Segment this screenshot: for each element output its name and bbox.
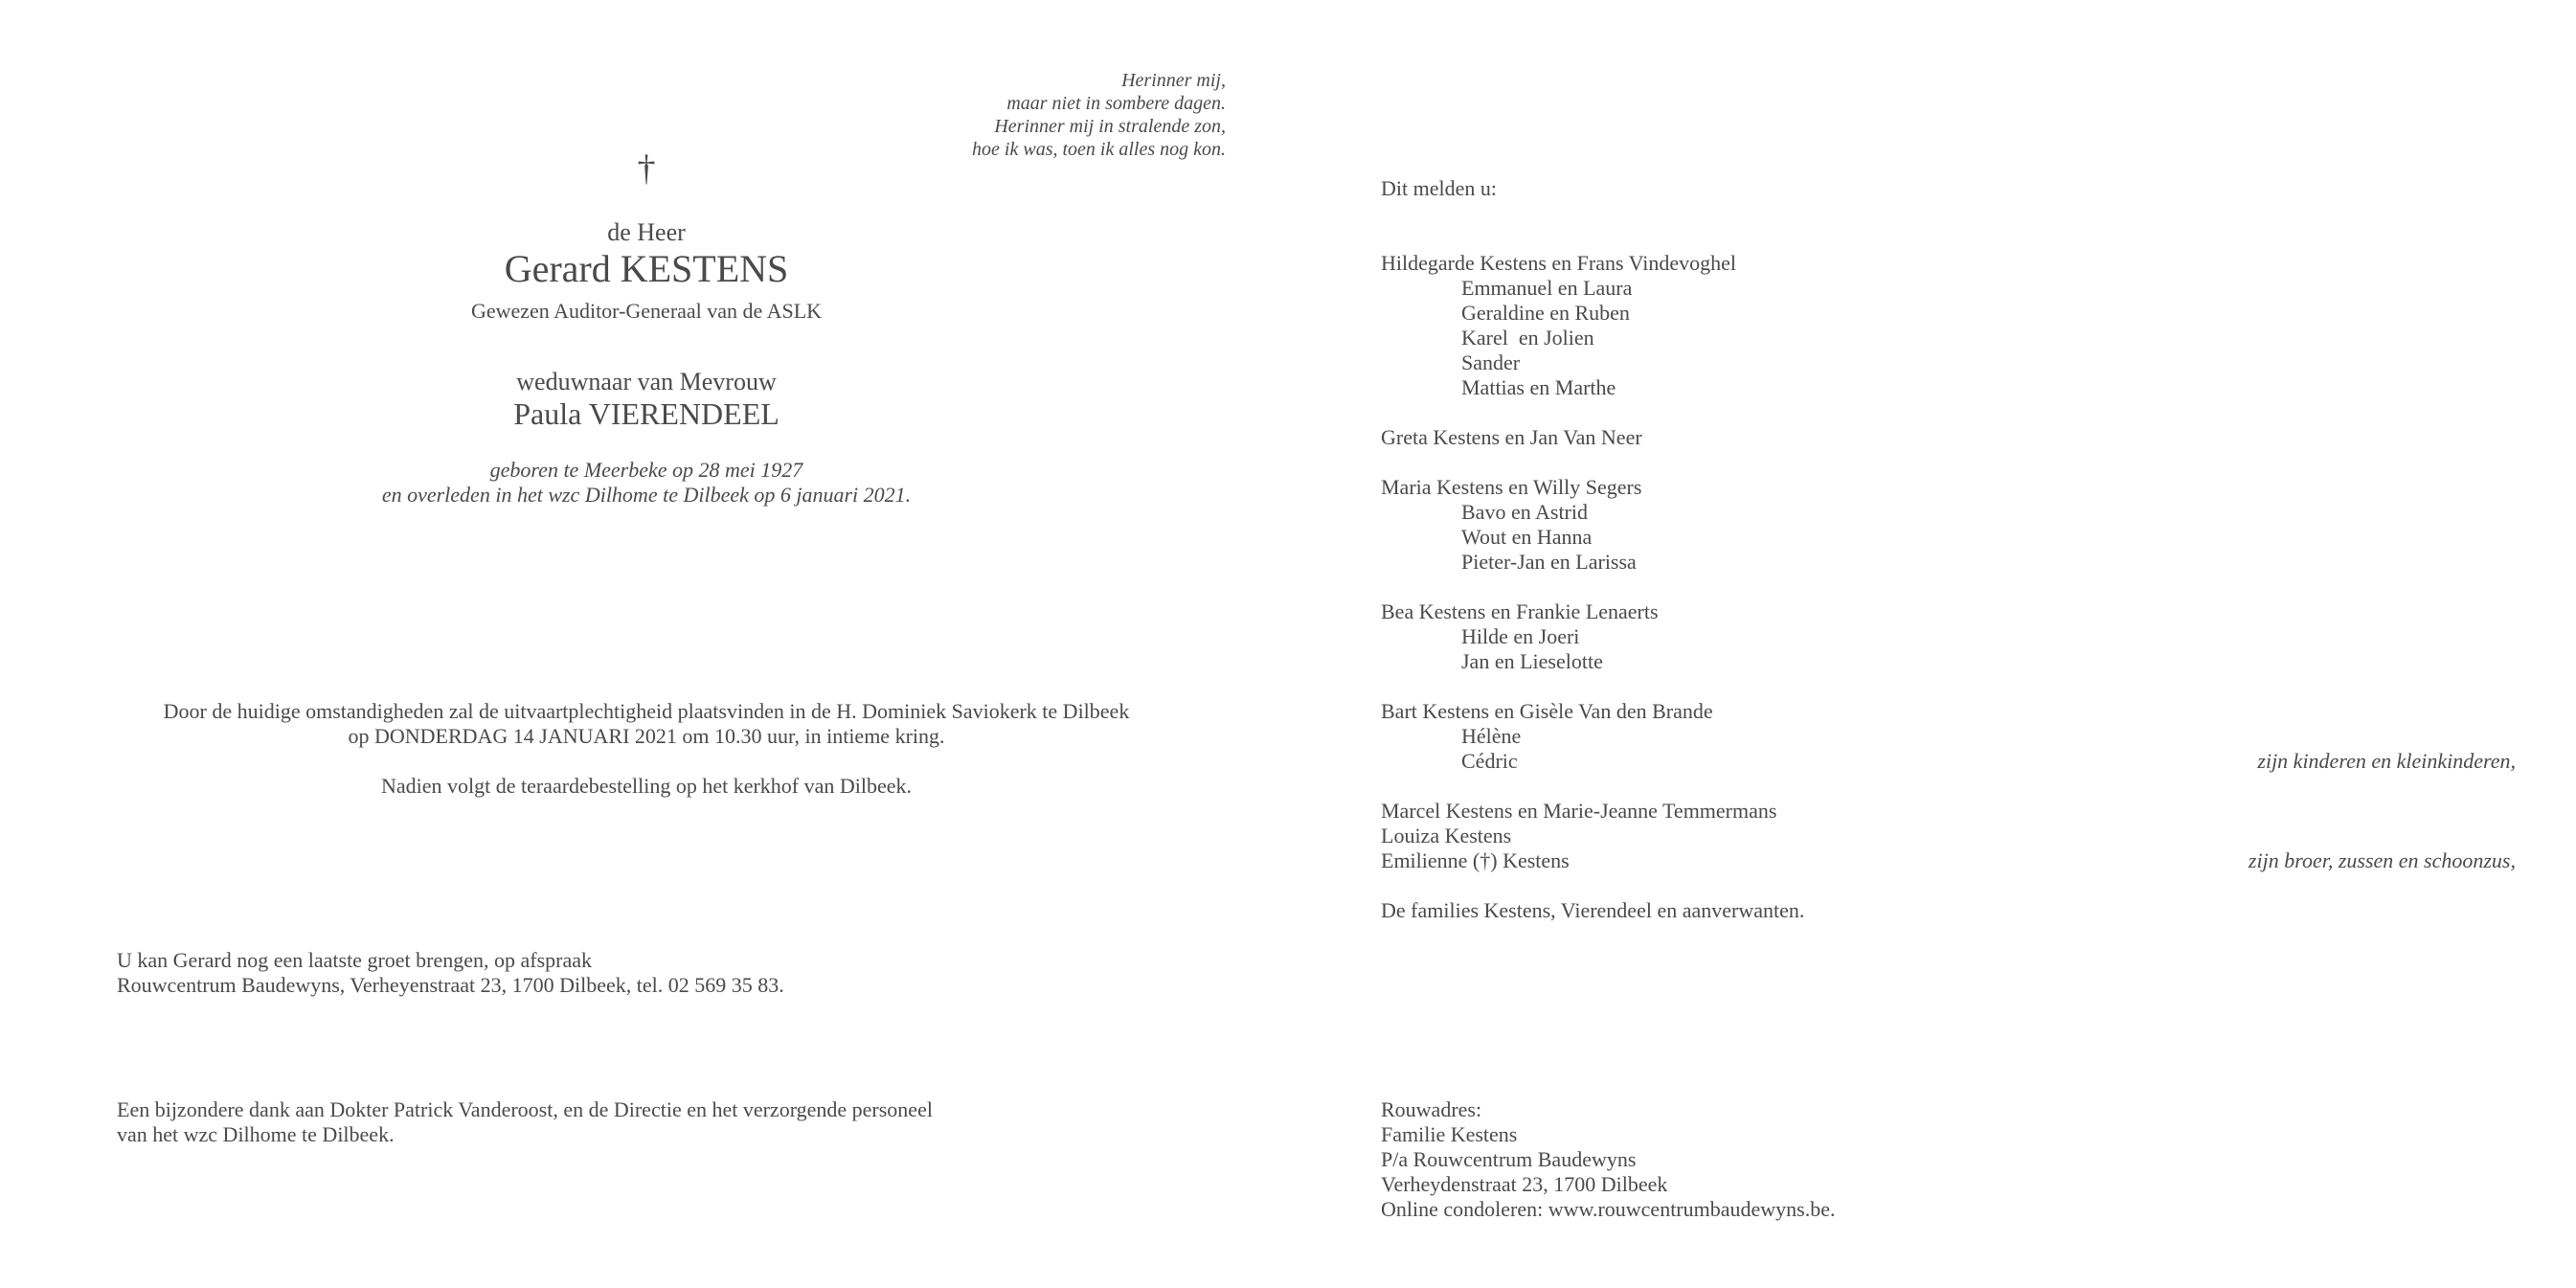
grandchild: Sander bbox=[1461, 350, 1521, 374]
deceased-name: Gerard KESTENS bbox=[504, 247, 789, 290]
grandchild: Jan en Lieselotte bbox=[1461, 649, 1603, 673]
sibling: Marcel Kestens en Marie-Jeanne Temmermans bbox=[1381, 799, 1777, 823]
deceased-title: Gewezen Auditor-Generaal van de ASLK bbox=[470, 299, 823, 323]
sibling: Emilienne (†) Kestens bbox=[1381, 848, 1570, 872]
burial-line: Nadien volgt de teraardebestelling op het kerkhof van Dilbeek. bbox=[380, 774, 913, 798]
thanks-block bbox=[117, 1097, 933, 1147]
grandchild: Mattias en Marthe bbox=[1461, 375, 1616, 399]
grandchild: Bavo en Astrid bbox=[1461, 500, 1588, 524]
poem-line: Herinner mij, bbox=[1121, 70, 1226, 91]
address-name: Familie Kestens bbox=[1381, 1122, 1518, 1146]
address-label: Rouwadres: bbox=[1381, 1097, 1482, 1121]
poem-line: hoe ik was, toen ik alles nog kon. bbox=[972, 139, 1226, 160]
family-head: Bart Kestens en Gisèle Van den Brande bbox=[1381, 699, 1713, 723]
visit-block bbox=[117, 948, 784, 998]
family-head: Greta Kestens en Jan Van Neer bbox=[1381, 425, 1642, 449]
family-head: Hildegarde Kestens en Frans Vindevoghel bbox=[1381, 251, 1736, 275]
family-head: Maria Kestens en Willy Segers bbox=[1381, 475, 1642, 499]
thanks-line: Een bijzondere dank aan Dokter Patrick Vanderoost, en de Directie en het verzorgende personeel bbox=[117, 1097, 933, 1121]
birth-line: geboren te Meerbeke op 28 mei 1927 bbox=[489, 458, 803, 482]
address-street: Verheydenstraat 23, 1700 Dilbeek bbox=[1381, 1172, 1668, 1196]
honorific: de Heer bbox=[607, 218, 686, 246]
sibling: Louiza Kestens bbox=[1381, 824, 1512, 847]
grandchild: Geraldine en Ruben bbox=[1461, 301, 1630, 325]
visit-line: U kan Gerard nog een laatste groet brengen, op afspraak bbox=[117, 948, 593, 972]
family-head: Bea Kestens en Frankie Lenaerts bbox=[1381, 599, 1659, 623]
grandchild: Cédric bbox=[1461, 749, 1518, 773]
grandchild: Hélène bbox=[1461, 724, 1522, 748]
ceremony-line: op DONDERDAG 14 JANUARI 2021 om 10.30 uur, in intieme kring. bbox=[348, 724, 945, 748]
family-list bbox=[1381, 251, 1804, 923]
families-line: De families Kestens, Vierendeel en aanverwanten. bbox=[1381, 898, 1805, 922]
cross-icon: † bbox=[637, 148, 656, 189]
ceremony-line: Door de huidige omstandigheden zal de uitvaartplechtigheid plaatsvinden in de H. Dominiek Saviokerk te Dilbeek bbox=[163, 699, 1130, 723]
spouse-name: Paula VIERENDEEL bbox=[513, 396, 780, 431]
visit-line: Rouwcentrum Baudewyns, Verheyenstraat 23, 1700 Dilbeek, tel. 02 569 35 83. bbox=[117, 973, 784, 997]
widower-of: weduwnaar van Mevrouw bbox=[516, 368, 777, 395]
grandchild: Wout en Hanna bbox=[1461, 525, 1593, 549]
siblings-note: zijn broer, zussen en schoonzus, bbox=[2248, 848, 2516, 872]
poem-line: maar niet in sombere dagen. bbox=[1006, 93, 1226, 114]
poem-line: Herinner mij in stralende zon, bbox=[994, 116, 1226, 137]
grandchild: Hilde en Joeri bbox=[1461, 624, 1580, 648]
deceased-block bbox=[192, 218, 1101, 508]
grandchild: Karel en Jolien bbox=[1461, 326, 1594, 350]
online-condolence-link[interactable]: Online condoleren: www.rouwcentrumbaudewyns.be. bbox=[1381, 1197, 1836, 1221]
thanks-line: van het wzc Dilhome te Dilbeek. bbox=[117, 1122, 395, 1146]
poem bbox=[766, 69, 1226, 161]
children-note: zijn kinderen en kleinkinderen, bbox=[2257, 749, 2516, 773]
grandchild: Pieter-Jan en Larissa bbox=[1461, 550, 1637, 574]
grandchild: Emmanuel en Laura bbox=[1461, 276, 1633, 300]
address-block bbox=[1381, 1097, 1836, 1222]
death-line: en overleden in het wzc Dilhome te Dilbeek op 6 januari 2021. bbox=[381, 483, 912, 507]
announcement: Dit melden u: bbox=[1381, 176, 1497, 200]
address-care-of: P/a Rouwcentrum Baudewyns bbox=[1381, 1147, 1637, 1171]
